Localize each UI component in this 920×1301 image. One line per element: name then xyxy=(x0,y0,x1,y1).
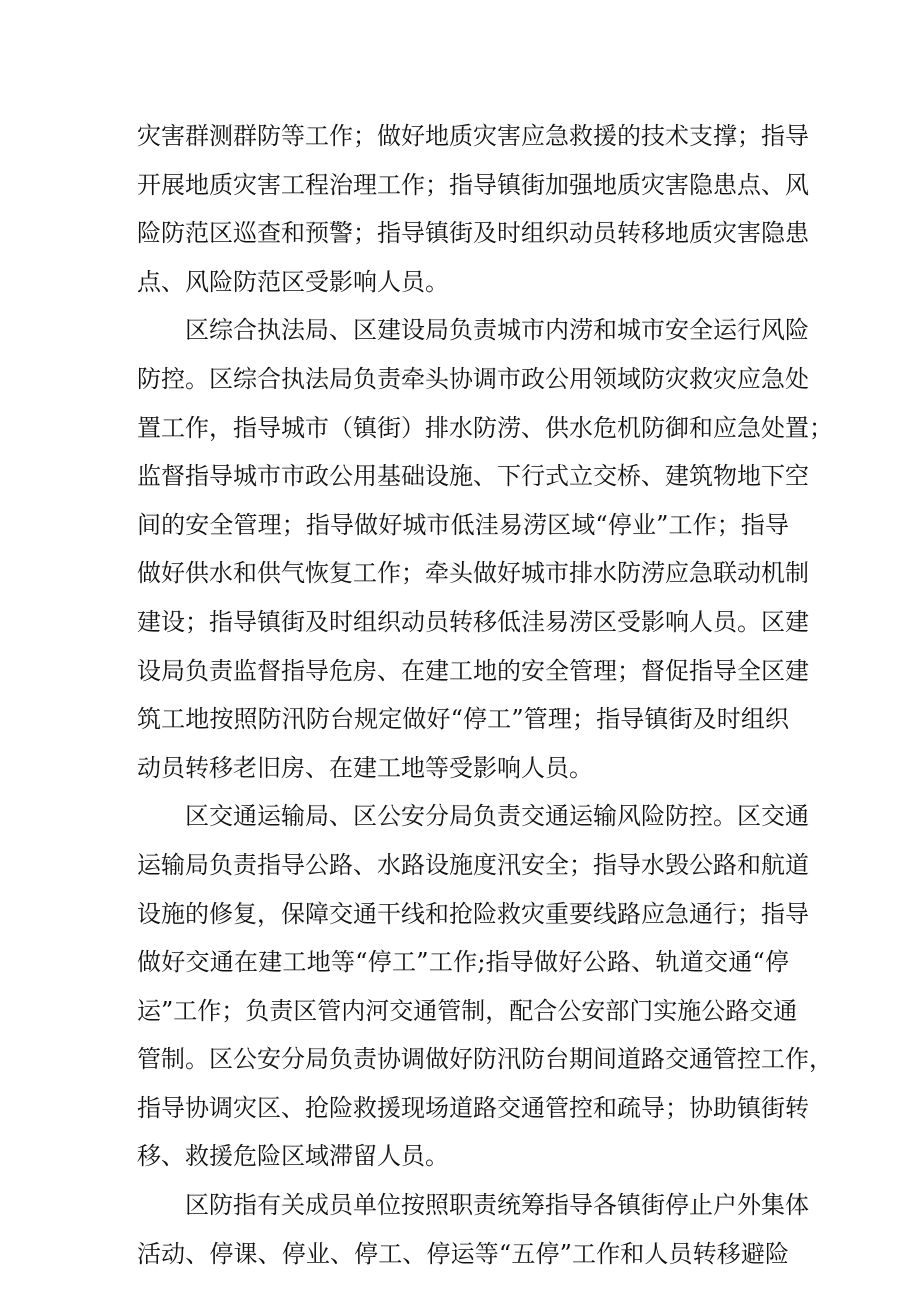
text-line: 移、救援危险区域滞留人员。 xyxy=(137,1142,449,1171)
text-line: 管制。区公安分局负责协调做好防汛防台期间道路交通管控工作， xyxy=(137,1045,833,1074)
text-line: 筑工地按照防汛防台规定做好“停工”管理；指导镇街及时组织 xyxy=(137,705,789,734)
paragraph-first-line: 区交通运输局、区公安分局负责交通运输风险防控。区交通 xyxy=(185,802,809,831)
text-line: 做好供水和供气恢复工作；牵头做好城市排水防涝应急联动机制 xyxy=(137,559,809,588)
paragraph-first-line: 区防指有关成员单位按照职责统筹指导各镇街停止户外集体 xyxy=(185,1191,809,1220)
text-line: 点、风险防范区受影响人员。 xyxy=(137,267,449,296)
text-line: 灾害群测群防等工作；做好地质灾害应急救援的技术支撑；指导 xyxy=(137,122,809,150)
text-line: 指导协调灾区、抢险救援现场道路交通管控和疏导；协助镇街转 xyxy=(137,1093,809,1122)
text-line: 开展地质灾害工程治理工作；指导镇街加强地质灾害隐患点、风 xyxy=(137,170,809,199)
text-line: 运输局负责指导公路、水路设施度汛安全；指导水毁公路和航道 xyxy=(137,850,809,879)
document-body xyxy=(137,112,833,1278)
text-line: 设施的修复，保障交通干线和抢险救灾重要线路应急通行；指导 xyxy=(137,899,809,928)
text-line: 运”工作；负责区管内河交通管制，配合公安部门实施公路交通 xyxy=(137,996,798,1025)
text-line: 建设；指导镇街及时组织动员转移低洼易涝区受影响人员。区建 xyxy=(137,607,809,636)
text-line: 置工作，指导城市（镇街）排水防涝、供水危机防御和应急处置； xyxy=(137,413,833,442)
text-line: 活动、停课、停业、停工、停运等“五停”工作和人员转移避险 xyxy=(137,1239,789,1268)
text-line: 险防范区巡查和预警；指导镇街及时组织动员转移地质灾害隐患 xyxy=(137,219,809,248)
text-line: 防控。区综合执法局负责牵头协调市政公用领域防灾救灾应急处 xyxy=(137,364,809,393)
text-line: 动员转移老旧房、在建工地等受影响人员。 xyxy=(137,753,593,782)
text-line: 做好交通在建工地等“停工”工作;指导做好公路、轨道交通“停 xyxy=(137,948,789,977)
text-line: 监督指导城市市政公用基础设施、下行式立交桥、建筑物地下空 xyxy=(137,462,809,491)
text-line: 设局负责监督指导危房、在建工地的安全管理；督促指导全区建 xyxy=(137,656,809,685)
text-line: 间的安全管理；指导做好城市低洼易涝区域“停业”工作；指导 xyxy=(137,510,789,539)
paragraph-first-line: 区综合执法局、区建设局负责城市内涝和城市安全运行风险 xyxy=(185,316,809,345)
